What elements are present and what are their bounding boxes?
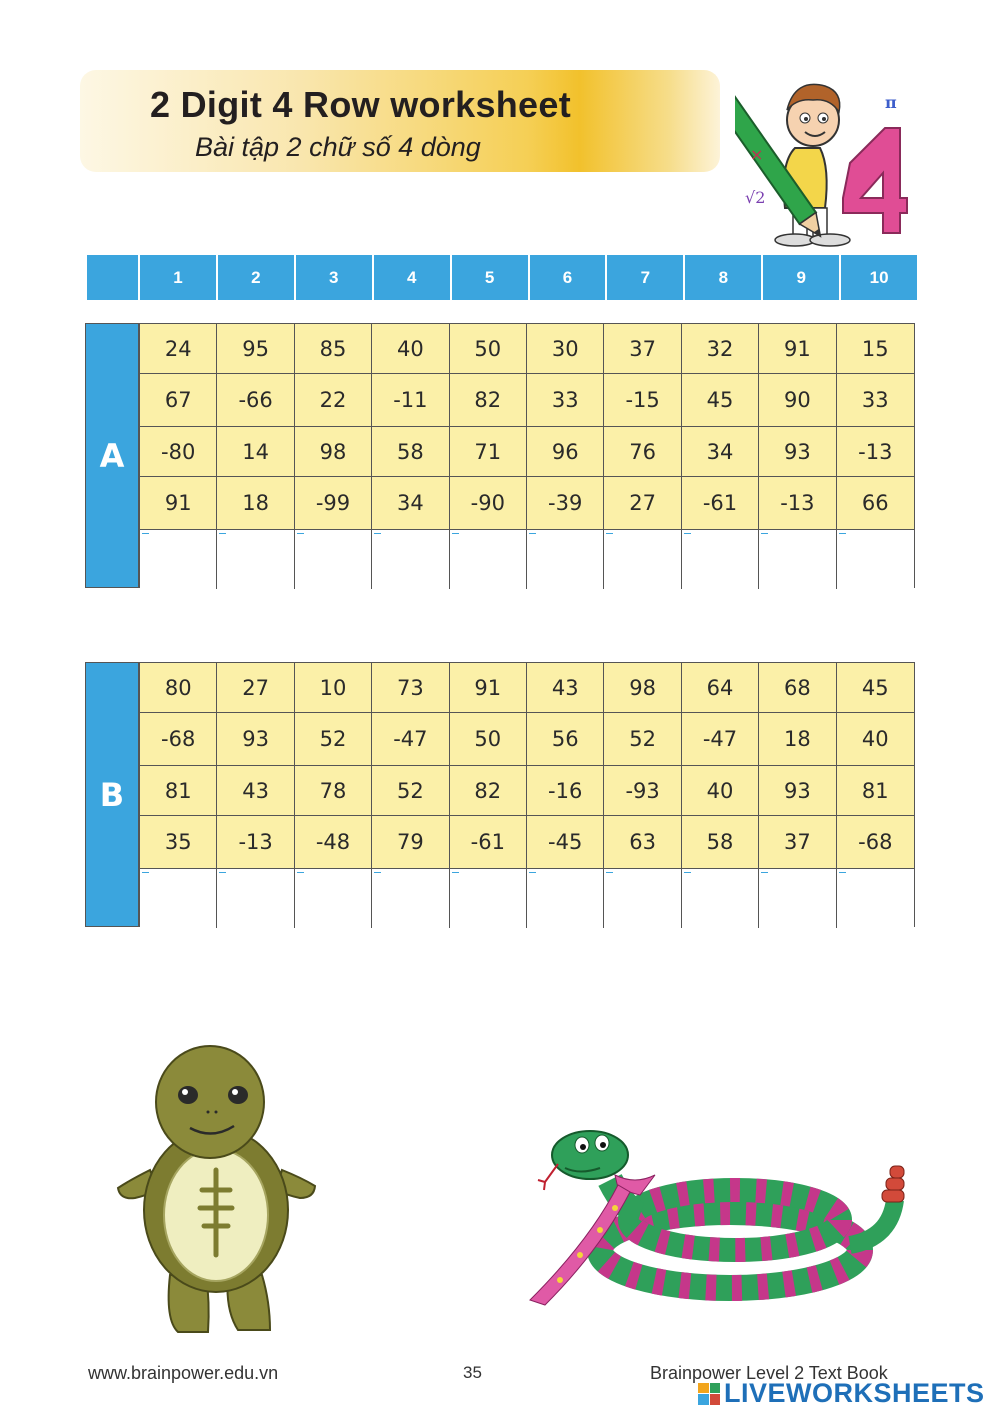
answer-input[interactable] — [217, 869, 294, 928]
number-cell: 50 — [450, 713, 527, 766]
number-cell: -47 — [682, 713, 759, 766]
number-cell: -16 — [527, 766, 604, 816]
number-cell: 58 — [682, 816, 759, 869]
number-cell: 37 — [759, 816, 836, 869]
number-cell: -61 — [450, 816, 527, 869]
footer-website: www.brainpower.edu.vn — [88, 1363, 279, 1383]
number-cell: 96 — [527, 427, 604, 477]
number-cell: 91 — [140, 477, 217, 530]
answer-input[interactable] — [140, 869, 217, 928]
number-cell: 40 — [372, 324, 449, 374]
number-cell: 27 — [604, 477, 681, 530]
number-cell: 71 — [450, 427, 527, 477]
number-cell: 34 — [682, 427, 759, 477]
number-cell: -80 — [140, 427, 217, 477]
number-cell: 95 — [217, 324, 294, 374]
number-cell: 37 — [604, 324, 681, 374]
column-header: 3 — [296, 255, 374, 300]
problem-grid — [139, 662, 915, 927]
number-cell: -13 — [217, 816, 294, 869]
number-cell: -93 — [604, 766, 681, 816]
number-cell: -48 — [295, 816, 372, 869]
number-cell: 67 — [140, 374, 217, 427]
number-cell: 91 — [759, 324, 836, 374]
number-cell: 40 — [837, 713, 914, 766]
number-cell: -90 — [450, 477, 527, 530]
number-cell: 22 — [295, 374, 372, 427]
column-header: 9 — [763, 255, 841, 300]
number-cell: 82 — [450, 374, 527, 427]
answer-input[interactable] — [217, 530, 294, 589]
number-cell: 52 — [604, 713, 681, 766]
answer-input[interactable] — [140, 530, 217, 589]
turtle-illustration — [110, 1040, 325, 1340]
svg-text:π: π — [885, 93, 897, 112]
number-cell: 30 — [527, 324, 604, 374]
answer-input[interactable] — [604, 869, 681, 928]
number-cell: 68 — [759, 663, 836, 713]
number-cell: 64 — [682, 663, 759, 713]
number-cell: 24 — [140, 324, 217, 374]
column-header: 2 — [218, 255, 296, 300]
column-header: 8 — [685, 255, 763, 300]
number-cell: 10 — [295, 663, 372, 713]
number-cell: 98 — [604, 663, 681, 713]
number-cell: 14 — [217, 427, 294, 477]
number-cell: 80 — [140, 663, 217, 713]
number-cell: 33 — [527, 374, 604, 427]
footer-page-number: 35 — [463, 1363, 482, 1382]
number-cell: 81 — [140, 766, 217, 816]
page-title: 2 Digit 4 Row worksheet — [150, 84, 571, 125]
number-cell: -39 — [527, 477, 604, 530]
footer-book-title: Brainpower Level 2 Text Book — [650, 1363, 888, 1383]
number-cell: -66 — [217, 374, 294, 427]
number-cell: 73 — [372, 663, 449, 713]
number-cell: -45 — [527, 816, 604, 869]
number-cell: -13 — [837, 427, 914, 477]
answer-input[interactable] — [837, 869, 914, 928]
answer-input[interactable] — [372, 869, 449, 928]
answer-input[interactable] — [759, 530, 836, 589]
number-cell: 91 — [450, 663, 527, 713]
number-cell: 93 — [759, 427, 836, 477]
number-cell: 85 — [295, 324, 372, 374]
number-cell: 78 — [295, 766, 372, 816]
number-cell: 32 — [682, 324, 759, 374]
number-cell: 50 — [450, 324, 527, 374]
column-header: 7 — [607, 255, 685, 300]
snake-illustration — [520, 1120, 920, 1315]
answer-input[interactable] — [372, 530, 449, 589]
number-cell: 18 — [217, 477, 294, 530]
column-header: 10 — [841, 255, 917, 300]
number-cell: 43 — [527, 663, 604, 713]
answer-input[interactable] — [837, 530, 914, 589]
problem-grid — [139, 323, 915, 588]
answer-input[interactable] — [527, 869, 604, 928]
answer-input[interactable] — [604, 530, 681, 589]
number-cell: 33 — [837, 374, 914, 427]
answer-input[interactable] — [295, 530, 372, 589]
answer-input[interactable] — [759, 869, 836, 928]
number-cell: 43 — [217, 766, 294, 816]
number-cell: 35 — [140, 816, 217, 869]
problem-block-b — [85, 662, 915, 927]
column-number-header — [87, 255, 917, 300]
column-header: 5 — [452, 255, 530, 300]
number-cell: 27 — [217, 663, 294, 713]
column-header: 6 — [530, 255, 608, 300]
number-cell: 82 — [450, 766, 527, 816]
column-header: 4 — [374, 255, 452, 300]
problem-block-a — [85, 323, 915, 588]
answer-input[interactable] — [682, 869, 759, 928]
answer-input[interactable] — [295, 869, 372, 928]
block-label: A — [85, 323, 139, 588]
number-cell: 93 — [217, 713, 294, 766]
number-cell: -68 — [837, 816, 914, 869]
number-cell: 58 — [372, 427, 449, 477]
boy-pencil-illustration — [735, 68, 915, 258]
number-cell: -47 — [372, 713, 449, 766]
number-cell: 45 — [837, 663, 914, 713]
header-corner — [87, 255, 140, 300]
number-cell: 90 — [759, 374, 836, 427]
block-label: B — [85, 662, 139, 927]
liveworksheets-text: LIVEWORKSHEETS — [724, 1378, 985, 1408]
number-cell: 56 — [527, 713, 604, 766]
number-cell: 76 — [604, 427, 681, 477]
number-cell: 81 — [837, 766, 914, 816]
number-cell: 45 — [682, 374, 759, 427]
column-header: 1 — [140, 255, 218, 300]
number-cell: 18 — [759, 713, 836, 766]
answer-input[interactable] — [682, 530, 759, 589]
svg-text:√2: √2 — [745, 188, 766, 207]
number-cell: 34 — [372, 477, 449, 530]
number-cell: -15 — [604, 374, 681, 427]
number-cell: -68 — [140, 713, 217, 766]
number-cell: 40 — [682, 766, 759, 816]
number-cell: 63 — [604, 816, 681, 869]
answer-input[interactable] — [450, 530, 527, 589]
answer-input[interactable] — [527, 530, 604, 589]
liveworksheets-logo — [698, 1378, 985, 1409]
number-cell: 93 — [759, 766, 836, 816]
number-cell: 98 — [295, 427, 372, 477]
number-cell: 66 — [837, 477, 914, 530]
number-cell: 52 — [372, 766, 449, 816]
number-cell: -13 — [759, 477, 836, 530]
number-cell: -11 — [372, 374, 449, 427]
number-cell: 15 — [837, 324, 914, 374]
page-subtitle: Bài tập 2 chữ số 4 dòng — [195, 132, 481, 162]
number-cell: -61 — [682, 477, 759, 530]
number-cell: -99 — [295, 477, 372, 530]
liveworksheets-icon — [698, 1383, 720, 1405]
number-cell: 79 — [372, 816, 449, 869]
number-cell: 52 — [295, 713, 372, 766]
svg-text:×: × — [750, 145, 764, 164]
answer-input[interactable] — [450, 869, 527, 928]
